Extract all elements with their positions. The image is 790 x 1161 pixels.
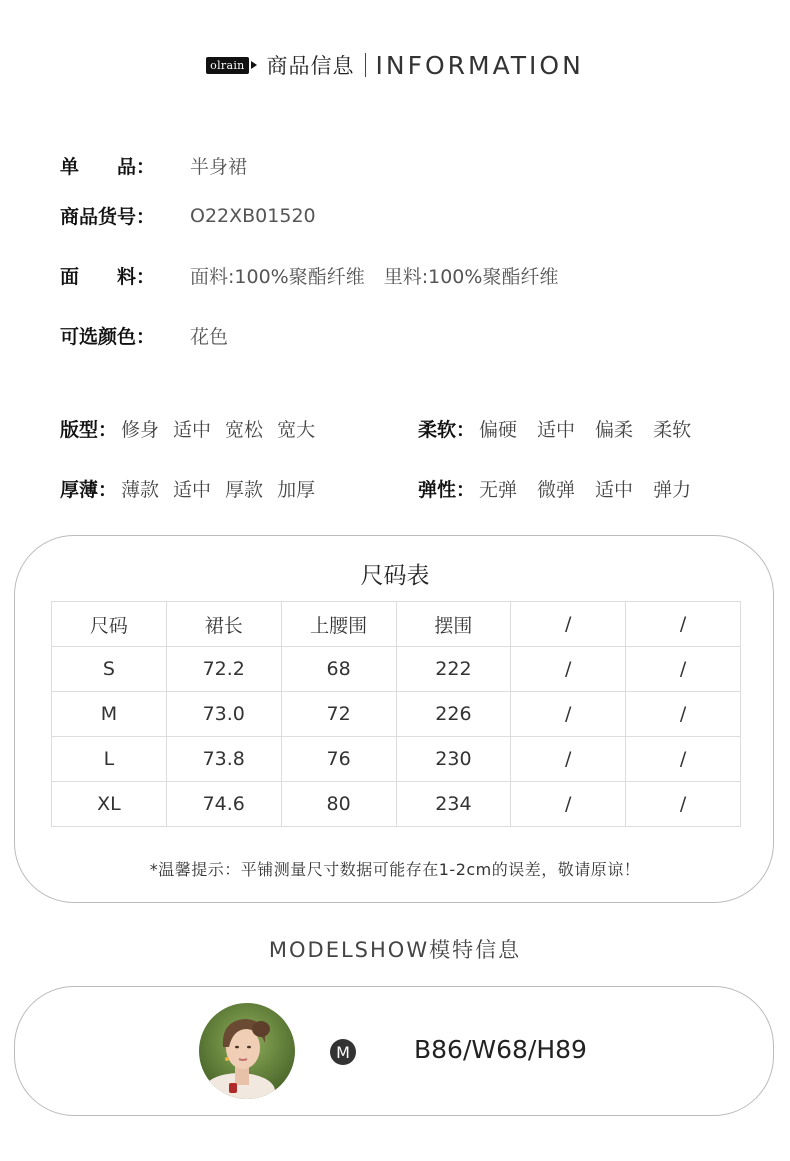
attr-option: 宽大	[277, 419, 316, 441]
header-title-en: INFORMATION	[375, 50, 584, 80]
table-cell: S	[52, 647, 167, 692]
table-header-cell: 裙长	[166, 602, 281, 647]
attr-softness	[418, 415, 705, 442]
attr-option: 宽松	[225, 419, 264, 441]
header-title-cn: 商品信息	[266, 54, 355, 78]
table-cell: 234	[396, 782, 511, 827]
attr-option: 偏硬	[479, 419, 518, 441]
info-row-sku	[60, 202, 316, 229]
attr-option-selected: 适中	[537, 415, 575, 442]
info-value: 半身裙	[190, 156, 248, 178]
table-header-row	[52, 602, 741, 647]
model-card	[14, 986, 774, 1116]
measurement-note: *温馨提示：平铺测量尺寸数据可能存在1-2cm的误差，敬请原谅！	[149, 860, 641, 879]
table-header-cell: 摆围	[396, 602, 511, 647]
attr-label: 版型：	[60, 419, 118, 441]
attr-fit	[60, 415, 329, 442]
table-cell: 230	[396, 737, 511, 782]
section-header	[0, 50, 790, 80]
table-cell: 80	[281, 782, 396, 827]
table-cell: 72.2	[166, 647, 281, 692]
table-cell: /	[511, 647, 626, 692]
table-row	[52, 647, 741, 692]
attr-elasticity	[418, 475, 705, 502]
table-header-cell: /	[626, 602, 741, 647]
table-cell: /	[511, 692, 626, 737]
attr-label: 柔软：	[418, 419, 476, 441]
attr-option-selected: 适中	[173, 415, 211, 442]
table-cell: L	[52, 737, 167, 782]
info-value: O22XB01520	[190, 204, 316, 227]
attr-option-selected: 适中	[173, 475, 211, 502]
info-label: 可选颜色：	[60, 326, 156, 348]
table-cell: 76	[281, 737, 396, 782]
size-table	[51, 601, 741, 827]
attr-option: 加厚	[277, 479, 316, 501]
table-header-cell: 尺码	[52, 602, 167, 647]
attr-option: 柔软	[653, 419, 692, 441]
table-cell: /	[626, 647, 741, 692]
table-cell: 73.8	[166, 737, 281, 782]
model-size-badge: M	[330, 1039, 356, 1065]
attr-option: 弹力	[653, 479, 692, 501]
table-row	[52, 737, 741, 782]
attr-option: 厚款	[225, 479, 264, 501]
table-cell: XL	[52, 782, 167, 827]
attr-label: 厚薄：	[60, 479, 118, 501]
attr-option: 修身	[121, 419, 160, 441]
table-cell: 72	[281, 692, 396, 737]
attr-option: 微弹	[537, 479, 576, 501]
table-cell: /	[511, 782, 626, 827]
header-divider	[365, 53, 366, 77]
info-row-fabric	[60, 262, 558, 289]
table-cell: 74.6	[166, 782, 281, 827]
brand-logo	[206, 57, 256, 74]
table-cell: /	[626, 737, 741, 782]
table-cell: 73.0	[166, 692, 281, 737]
info-label: 单 品：	[60, 156, 156, 178]
brand-logo-text: olrain	[206, 57, 248, 74]
attr-option: 偏柔	[595, 419, 634, 441]
table-row	[52, 782, 741, 827]
table-cell: /	[511, 737, 626, 782]
table-cell: 68	[281, 647, 396, 692]
play-icon	[251, 61, 257, 69]
attr-option: 薄款	[121, 479, 160, 501]
model-section-title: MODELSHOW模特信息	[268, 938, 522, 962]
model-measurements: B86/W68/H89	[414, 1035, 587, 1064]
attr-option: 无弹	[479, 479, 518, 501]
table-cell: M	[52, 692, 167, 737]
attr-label: 弹性：	[418, 479, 476, 501]
info-value: 花色	[190, 326, 229, 348]
table-cell: 222	[396, 647, 511, 692]
info-value: 面料:100%聚酯纤维 里料:100%聚酯纤维	[190, 266, 559, 288]
info-row-color	[60, 322, 228, 349]
table-cell: /	[626, 782, 741, 827]
table-row	[52, 692, 741, 737]
attr-thickness	[60, 475, 329, 502]
table-header-cell: /	[511, 602, 626, 647]
size-chart-title: 尺码表	[360, 563, 430, 589]
attr-option-selected: 适中	[595, 475, 633, 502]
table-cell: /	[626, 692, 741, 737]
table-cell: 226	[396, 692, 511, 737]
info-label: 商品货号：	[60, 206, 156, 228]
info-row-item	[60, 152, 247, 179]
info-label: 面 料：	[60, 266, 156, 288]
model-avatar	[199, 1003, 295, 1099]
table-header-cell: 上腰围	[281, 602, 396, 647]
